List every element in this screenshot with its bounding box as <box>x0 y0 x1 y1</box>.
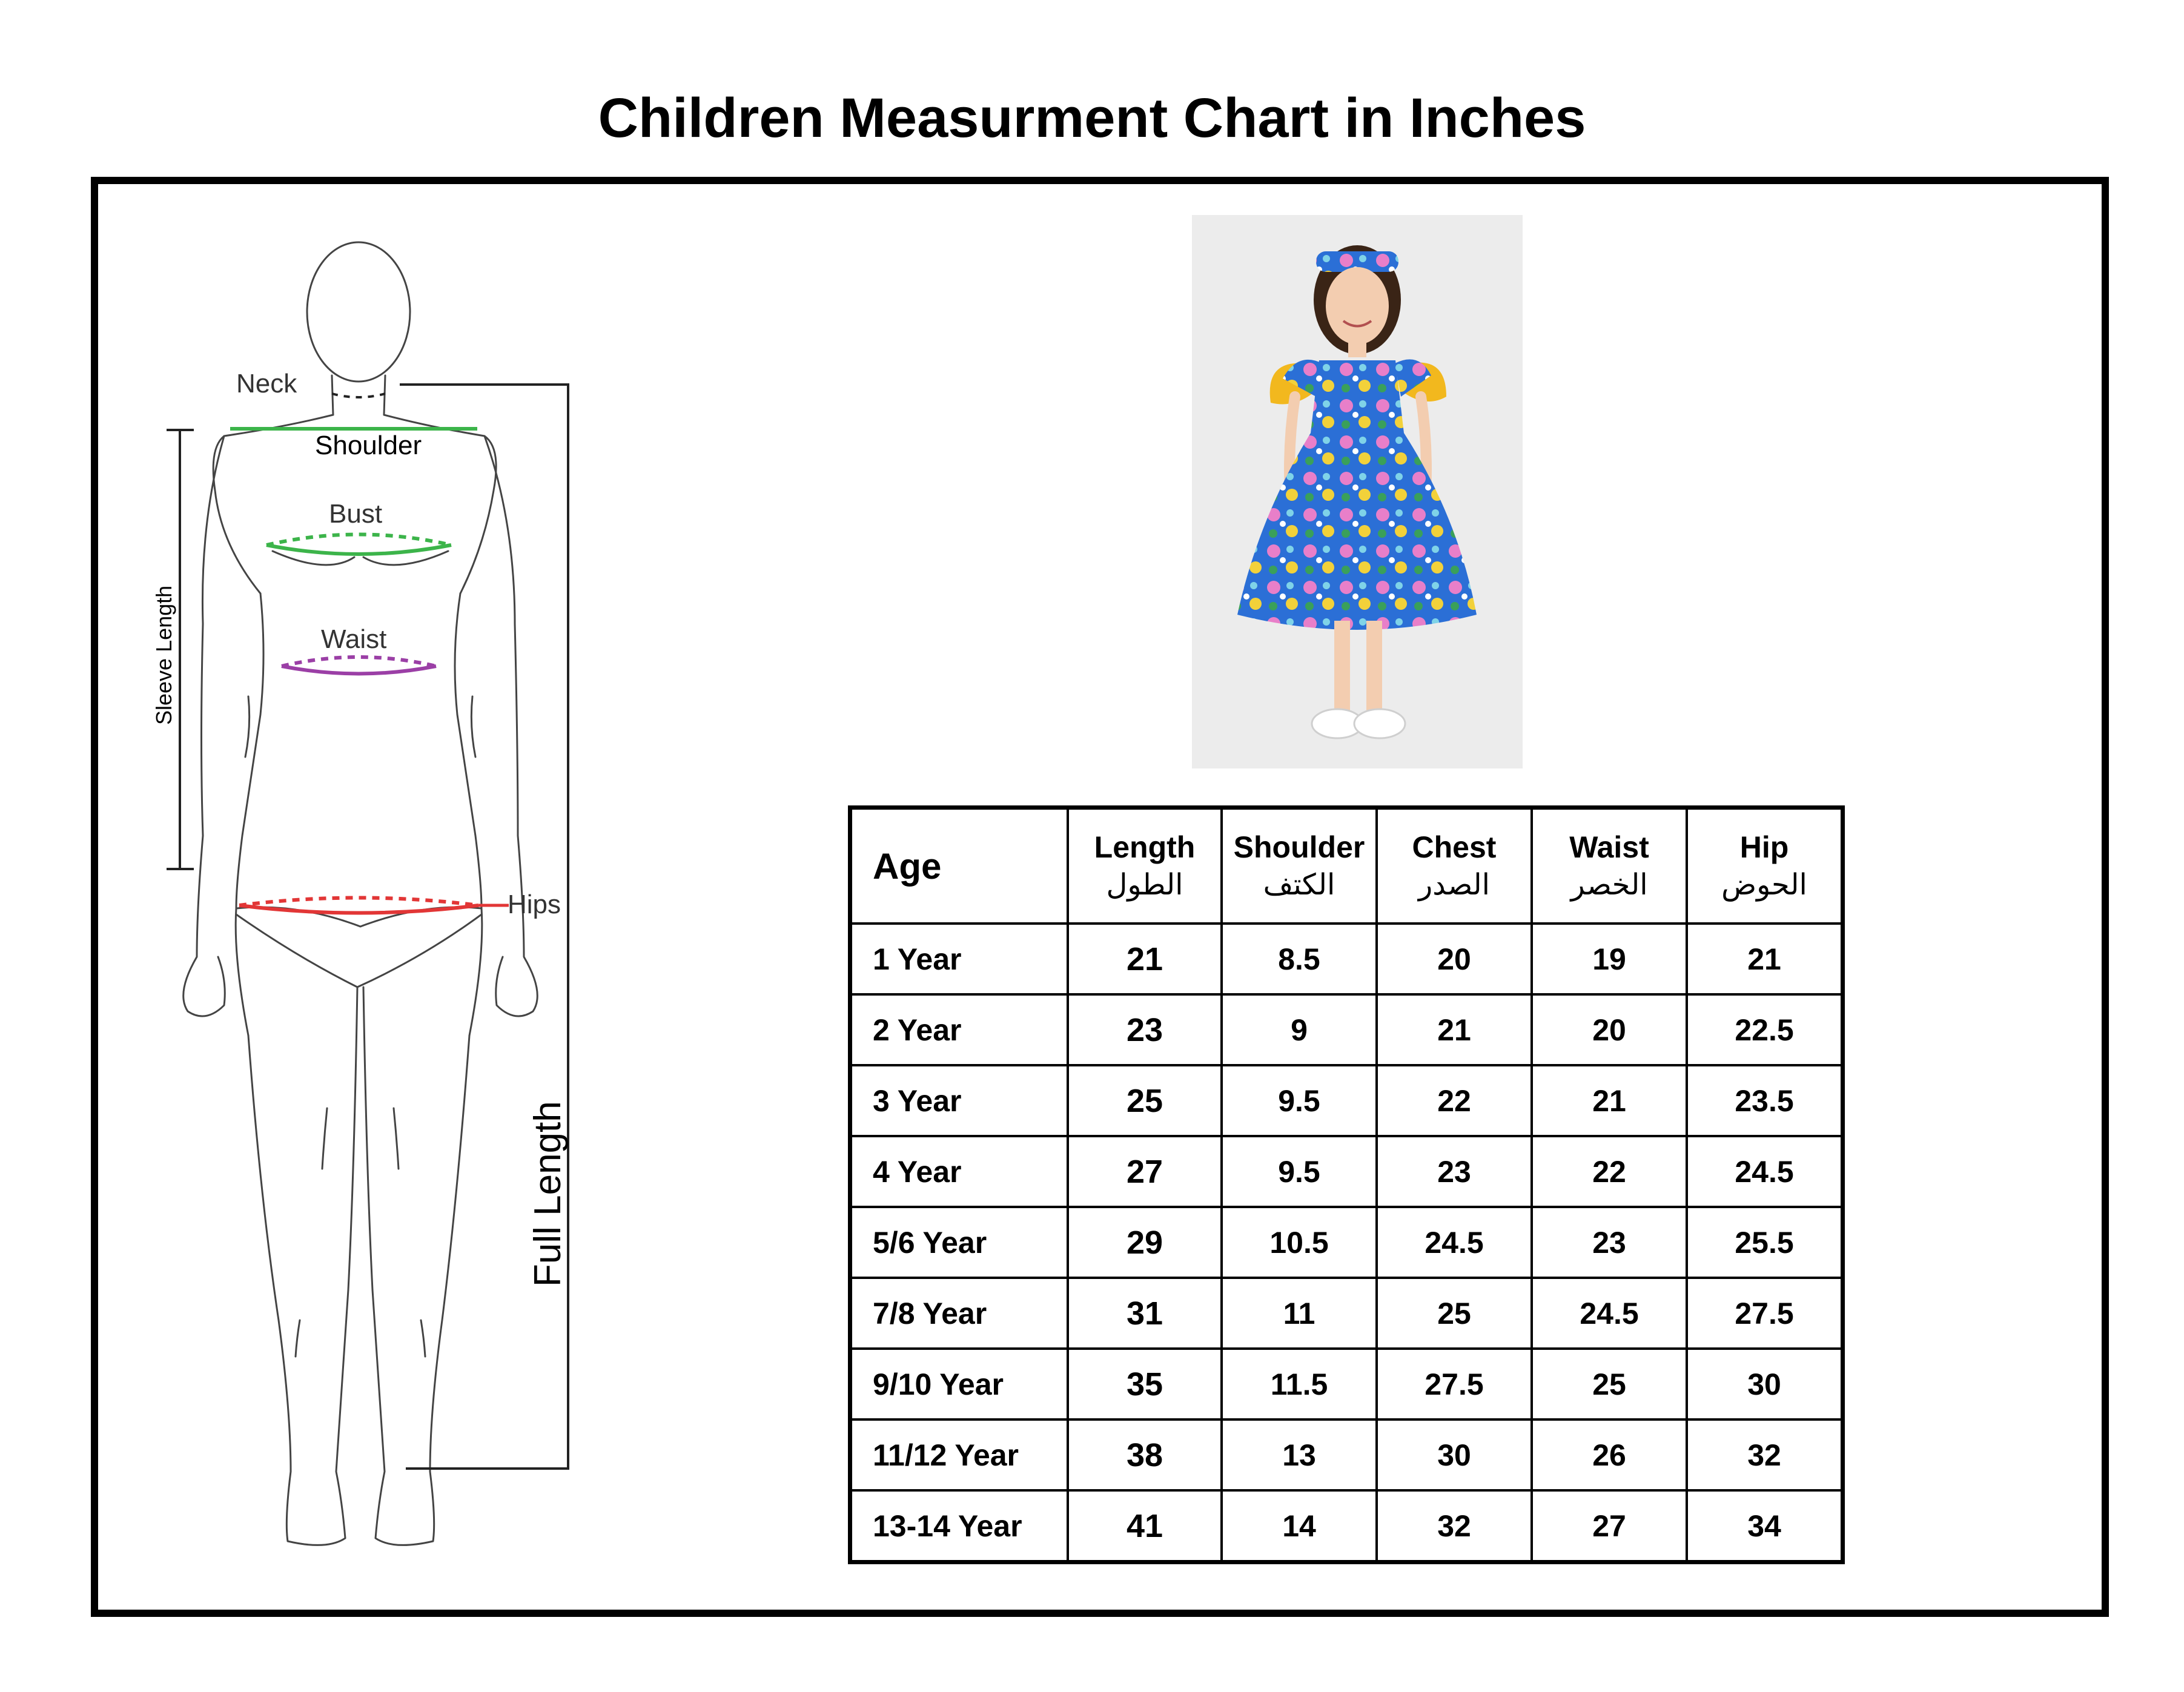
right-leg-outline <box>363 987 469 1545</box>
measurement-cell <box>1377 994 1532 1065</box>
neck-label: Neck <box>236 369 297 398</box>
measurement-value: 23.5 <box>1735 1083 1794 1118</box>
measurement-cell <box>1068 1490 1222 1562</box>
column-header <box>1377 808 1532 924</box>
column-header-ar: الكتف <box>1263 868 1335 902</box>
measurement-value: 25.5 <box>1735 1225 1794 1260</box>
measurement-cell <box>1532 1136 1687 1207</box>
table-row <box>850 1136 1843 1207</box>
measurement-value: 9.5 <box>1278 1154 1320 1189</box>
measurement-value: 21 <box>1126 940 1163 977</box>
full-length-label: Full Length <box>527 1101 569 1287</box>
full-length-bracket <box>400 385 568 1469</box>
measurement-cell <box>1068 924 1222 994</box>
measurement-value: 23 <box>1126 1011 1163 1048</box>
product-photo <box>1192 215 1523 768</box>
measurement-value: 24.5 <box>1425 1225 1484 1260</box>
measurement-value: 25 <box>1126 1082 1163 1119</box>
hips-label: Hips <box>508 890 561 919</box>
column-header <box>1222 808 1377 924</box>
measurement-value: 9.5 <box>1278 1083 1320 1118</box>
measurement-cell <box>1687 1136 1843 1207</box>
measurement-cell <box>1222 1207 1377 1278</box>
measurement-cell <box>1068 1207 1222 1278</box>
measurement-cell <box>1222 1490 1377 1562</box>
measurement-cell <box>1377 1136 1532 1207</box>
pelvis-outline <box>236 908 482 1036</box>
measurement-value: 24.5 <box>1735 1154 1794 1189</box>
age-cell: 3 Year <box>850 1065 1068 1136</box>
measurement-cell <box>1377 1207 1532 1278</box>
measurement-cell <box>1532 994 1687 1065</box>
measurement-cell <box>1687 1490 1843 1562</box>
measurement-cell <box>1687 1278 1843 1349</box>
column-header <box>1068 808 1222 924</box>
age-cell: 1 Year <box>850 924 1068 994</box>
age-cell: 7/8 Year <box>850 1278 1068 1349</box>
measurement-value: 21 <box>1592 1083 1626 1118</box>
waist-label: Waist <box>321 624 387 654</box>
column-header-ar: الطول <box>1106 868 1183 902</box>
measurement-cell <box>1687 994 1843 1065</box>
age-cell: 11/12 Year <box>850 1419 1068 1490</box>
measurement-value: 32 <box>1747 1438 1781 1472</box>
measurement-cell <box>1222 994 1377 1065</box>
column-header-en: Chest <box>1412 830 1497 864</box>
measurement-value: 35 <box>1126 1366 1163 1403</box>
measurement-value: 25 <box>1592 1367 1626 1401</box>
measurement-value: 23 <box>1592 1225 1626 1260</box>
body-measurement-figure <box>145 230 606 1568</box>
column-header-en: Waist <box>1569 830 1649 864</box>
measurement-cell <box>1687 1207 1843 1278</box>
measurement-cell <box>1377 924 1532 994</box>
measurement-value: 27.5 <box>1425 1367 1484 1401</box>
measurement-value: 22 <box>1592 1154 1626 1189</box>
column-header-ar: الحوض <box>1721 868 1807 902</box>
measurement-value: 21 <box>1437 1013 1471 1047</box>
table-row <box>850 1278 1843 1349</box>
column-header <box>1687 808 1843 924</box>
left-arm-outline <box>184 436 225 1016</box>
shoulder-label: Shoulder <box>315 431 422 460</box>
measurement-value: 31 <box>1126 1295 1163 1332</box>
measurement-cell <box>1222 1136 1377 1207</box>
measurement-cell <box>1687 924 1843 994</box>
head-outline <box>307 242 410 382</box>
measurement-cell <box>1532 1349 1687 1419</box>
measurement-cell <box>1532 1419 1687 1490</box>
waist-line <box>282 657 436 666</box>
measurement-value: 11 <box>1283 1296 1315 1330</box>
measurement-cell <box>1687 1065 1843 1136</box>
measurement-cell <box>1068 1065 1222 1136</box>
measurement-cell <box>1222 1278 1377 1349</box>
child-face <box>1326 267 1389 345</box>
hips-line <box>239 898 478 906</box>
table-row <box>850 1349 1843 1419</box>
table-header-row <box>850 808 1843 924</box>
measurement-cell <box>1532 1065 1687 1136</box>
measurement-cell <box>1532 924 1687 994</box>
measurement-value: 26 <box>1592 1438 1626 1472</box>
measurement-cell <box>1377 1419 1532 1490</box>
measurement-value: 30 <box>1747 1367 1781 1401</box>
measurement-value: 30 <box>1437 1438 1471 1472</box>
left-leg-outline <box>248 987 357 1545</box>
measurement-cell <box>1222 1349 1377 1419</box>
page-title: Children Measurment Chart in Inches <box>598 87 1586 149</box>
column-header-ar: الخصر <box>1570 868 1648 902</box>
age-cell: 4 Year <box>850 1136 1068 1207</box>
measurement-cell <box>1377 1278 1532 1349</box>
measurement-value: 20 <box>1437 942 1471 976</box>
measurement-cell <box>1377 1065 1532 1136</box>
measurement-value: 25 <box>1437 1296 1471 1330</box>
measurement-value: 23 <box>1437 1154 1471 1189</box>
table-row <box>850 1207 1843 1278</box>
measurement-cell <box>1377 1490 1532 1562</box>
measurement-cell <box>1687 1349 1843 1419</box>
measurement-value: 29 <box>1126 1224 1163 1261</box>
measurement-cell <box>1222 924 1377 994</box>
measurement-value: 10.5 <box>1269 1225 1329 1260</box>
table-row <box>850 1065 1843 1136</box>
measurement-value: 21 <box>1747 942 1781 976</box>
column-header-en: Shoulder <box>1233 830 1365 864</box>
measurement-value: 13 <box>1282 1438 1316 1472</box>
table-row <box>850 1419 1843 1490</box>
measurement-value: 34 <box>1747 1509 1781 1543</box>
table-row <box>850 1490 1843 1562</box>
column-header-en: Hip <box>1739 830 1789 864</box>
measurement-value: 22.5 <box>1735 1013 1794 1047</box>
age-cell: 5/6 Year <box>850 1207 1068 1278</box>
measurement-value: 22 <box>1437 1083 1471 1118</box>
column-header-en: Length <box>1094 830 1196 864</box>
size-table <box>848 805 1845 1564</box>
sleeve-length-label: Sleeve Length <box>151 585 176 725</box>
measurement-value: 27 <box>1592 1509 1626 1543</box>
measurement-cell <box>1687 1419 1843 1490</box>
measurement-value: 27.5 <box>1735 1296 1794 1330</box>
measurement-value: 41 <box>1126 1507 1163 1544</box>
measurement-cell <box>1068 1278 1222 1349</box>
column-header <box>1532 808 1687 924</box>
table-row <box>850 994 1843 1065</box>
measurement-value: 27 <box>1126 1153 1163 1190</box>
measurement-cell <box>1532 1207 1687 1278</box>
table-row <box>850 924 1843 994</box>
measurement-cell <box>1068 1136 1222 1207</box>
age-column-header: Age <box>850 808 1068 924</box>
measurement-value: 11.5 <box>1270 1367 1328 1401</box>
measurement-value: 20 <box>1592 1013 1626 1047</box>
measurement-cell <box>1222 1065 1377 1136</box>
age-cell: 13-14 Year <box>850 1490 1068 1562</box>
measurement-value: 38 <box>1126 1436 1163 1473</box>
bust-label: Bust <box>329 499 383 529</box>
measurement-value: 8.5 <box>1278 942 1320 976</box>
neck-line <box>332 394 385 397</box>
age-cell: 2 Year <box>850 994 1068 1065</box>
measurement-value: 14 <box>1282 1509 1316 1543</box>
measurement-value: 9 <box>1291 1013 1308 1047</box>
measurement-cell <box>1068 1349 1222 1419</box>
age-cell: 9/10 Year <box>850 1349 1068 1419</box>
measurement-cell <box>1377 1349 1532 1419</box>
measurement-cell <box>1222 1419 1377 1490</box>
measurement-value: 24.5 <box>1580 1296 1639 1330</box>
measurement-cell <box>1068 994 1222 1065</box>
measurement-value: 32 <box>1437 1509 1471 1543</box>
bust-line <box>266 535 451 546</box>
measurement-value: 19 <box>1592 942 1626 976</box>
measurement-cell <box>1532 1490 1687 1562</box>
measurement-cell <box>1068 1419 1222 1490</box>
column-header-ar: الصدر <box>1418 868 1490 902</box>
measurement-cell <box>1532 1278 1687 1349</box>
right-arm-outline <box>485 436 537 1016</box>
